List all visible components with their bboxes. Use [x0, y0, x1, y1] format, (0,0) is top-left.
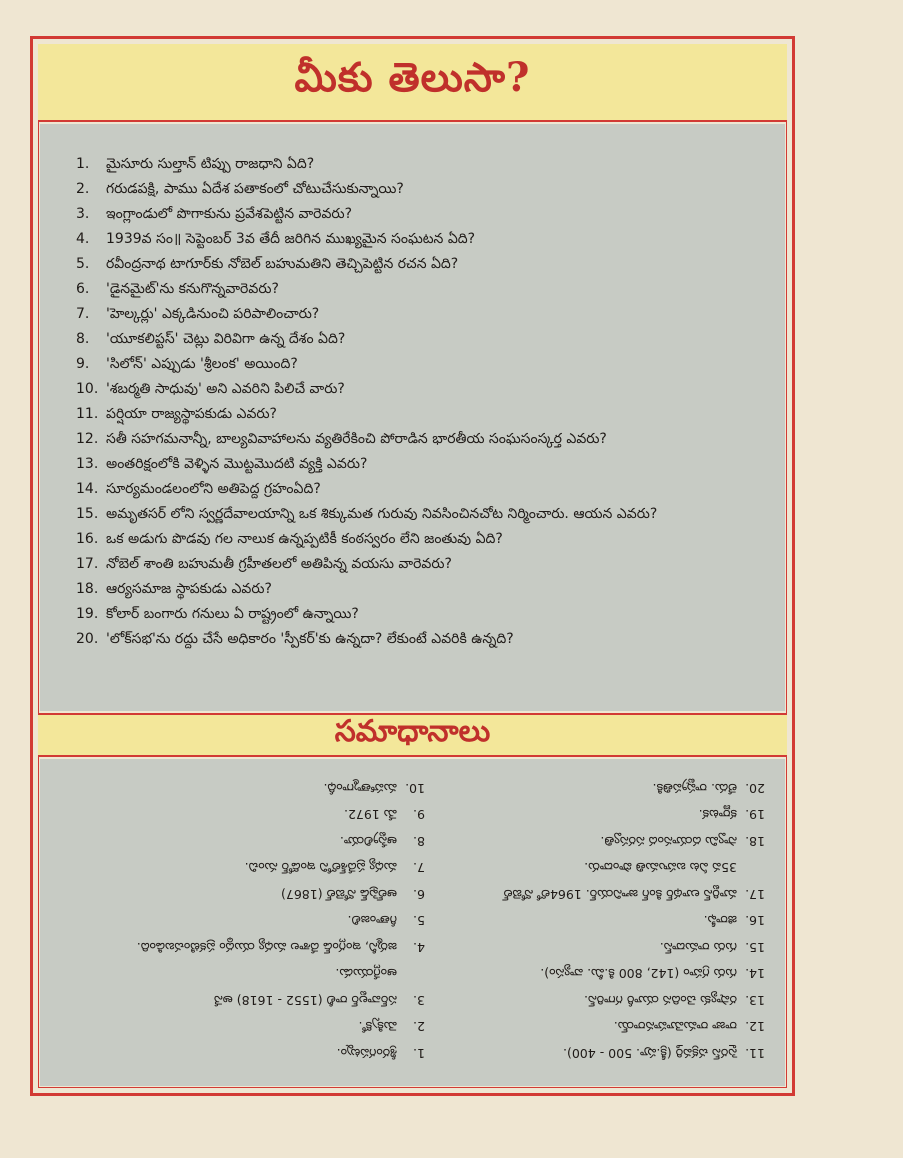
answer-number: 20.	[745, 781, 765, 796]
answer-text: గీతాంజలి.	[347, 913, 397, 929]
question-number: 19.	[76, 606, 99, 622]
answer-item	[405, 1013, 765, 1040]
answer-text: జిరాఫీ.	[703, 913, 737, 929]
answer-text: జర్మనీ, ఇంగ్లండ్ దేశాల మధ్య యుద్ధం ప్రకటించబడింది.	[136, 940, 397, 955]
question-item	[76, 302, 785, 327]
question-item	[76, 152, 785, 177]
answer-item	[405, 828, 765, 855]
question-number: 9.	[76, 356, 90, 372]
question-item	[76, 227, 785, 252]
question-item	[76, 327, 785, 352]
answer-number: 6.	[413, 887, 425, 902]
question-text: ఇంగ్లాండులో పొగాకును ప్రవేశపెట్టిన వారెవరు?	[106, 206, 352, 222]
answer-item	[65, 1013, 425, 1040]
question-item	[76, 377, 785, 402]
answer-number: 12.	[745, 1019, 765, 1035]
answer-text: రష్యాకు చెందిన యూరీ గగారిన్.	[583, 993, 737, 1008]
question-text: 'డైనమైట్'ను కనుగొన్నవారెవరు?	[106, 281, 279, 297]
question-text: 'శబర్మతి సాధువు' అని ఎవరిని పిలిచే వారు?	[106, 381, 345, 397]
question-text: ఒక అడుగు పొడవు గల నాలుక ఉన్నప్పటికీ కంఠస్వరం లేని జంతువు ఏది?	[106, 531, 503, 547]
answer-item	[65, 1040, 425, 1067]
answer-number: 9.	[413, 807, 425, 823]
question-text: సూర్యమండలంలోని అతిపెద్ద గ్రహంఏది?	[106, 481, 321, 497]
answers-column-11-20	[405, 775, 765, 1067]
question-item	[76, 277, 785, 302]
answer-number: 13.	[745, 993, 765, 1008]
question-item	[76, 252, 785, 277]
title-banner	[38, 44, 787, 122]
answer-number: 15.	[745, 940, 765, 955]
answers-title: సమాధానాలు	[334, 714, 491, 749]
answer-text: మే 1972.	[344, 807, 397, 823]
answer-text: సర్‌వాల్టర్ రాలీ (1552 - 1618) అనే	[214, 993, 397, 1008]
answer-item	[405, 801, 765, 828]
answer-number: 16.	[745, 913, 765, 929]
answer-text: గురు గ్రహం (142, 800 కి.మీ. వ్యాసం).	[540, 966, 737, 982]
answer-number: 11.	[745, 1046, 765, 1061]
answer-number: 10.	[405, 781, 425, 796]
question-text: పర్షియా రాజ్యస్థాపకుడు ఎవరు?	[106, 406, 277, 422]
question-item	[76, 627, 785, 652]
answer-item	[65, 881, 425, 908]
question-number: 3.	[76, 206, 90, 222]
answer-text: ఆంగ్లేయుడు.	[335, 966, 397, 982]
answer-item	[405, 881, 765, 908]
answer-item	[405, 907, 765, 934]
question-number: 18.	[76, 581, 99, 597]
answer-number: 3.	[413, 993, 425, 1008]
answer-text: గురు రామదాస్.	[659, 940, 737, 955]
question-text: 'సిలోన్' ఎప్పుడు 'శ్రీలంక' అయింది?	[106, 356, 298, 372]
answer-text: కర్ణాటక.	[698, 807, 737, 823]
answer-item	[405, 960, 765, 987]
question-text: కోలార్ బంగారు గనులు ఏ రాష్ట్రంలో ఉన్నాయి?	[106, 606, 359, 622]
question-item	[76, 177, 785, 202]
answer-number: 2.	[413, 1019, 425, 1035]
question-number: 4.	[76, 231, 90, 247]
answer-number: 4.	[413, 940, 425, 955]
question-number: 10.	[76, 381, 99, 397]
question-text: 'హెల్కర్లు' ఎక్కడినుంచి పరిపాలించారు?	[106, 306, 320, 322]
answer-item	[405, 987, 765, 1014]
question-item	[76, 402, 785, 427]
question-text: అమృతసర్ లోని స్వర్ణదేవాలయాన్ని ఒక శిక్కుమత గురువు నివసించినచోట నిర్మించారు. ఆయన ఎవరు?	[106, 506, 658, 522]
upside-down-answers	[40, 759, 785, 1086]
answer-text: ఆల్‌ఫ్రెడ్ నోబెల్ (1867)	[281, 887, 397, 902]
question-number: 15.	[76, 506, 99, 522]
answer-number: 5.	[413, 913, 425, 929]
question-number: 17.	[76, 556, 99, 572]
answer-number: 7.	[413, 860, 425, 876]
question-item	[76, 452, 785, 477]
question-text: అంతరిక్షంలోకి వెళ్ళిన మొట్టమొదటి వ్యక్తి ఎవరు?	[106, 456, 368, 472]
question-number: 14.	[76, 481, 99, 497]
answers-banner	[38, 713, 787, 757]
answer-text: మార్టిన్ లూథర్ కింగ్ జూనియర్. 1964లో నోబెల్	[503, 887, 737, 902]
question-text: 'యూకలిప్టస్' చెట్లు విరివిగా ఉన్న దేశం ఏది?	[106, 331, 346, 347]
answer-number: 14.	[745, 966, 765, 982]
question-item	[76, 352, 785, 377]
question-item	[76, 552, 785, 577]
answer-item	[65, 828, 425, 855]
answer-item	[65, 775, 425, 802]
question-number: 11.	[76, 406, 99, 422]
questions-panel	[40, 124, 785, 711]
answer-text: మధ్య ప్రదేశ్‌లోని ఇండోర్ నుంచి.	[244, 860, 397, 876]
question-text: నోబెల్ శాంతి బహుమతీ గ్రహీతలలో అతిపిన్న వయసు వారెవరు?	[106, 556, 452, 572]
answer-item	[405, 775, 765, 802]
answer-text: 35వ ఏట బహుమతి పొందారు.	[584, 860, 737, 876]
question-item	[76, 577, 785, 602]
question-number: 7.	[76, 306, 90, 322]
answer-text: శ్రీరంగపట్నం.	[336, 1046, 397, 1061]
question-number: 2.	[76, 181, 90, 197]
answer-text: మెక్సికో.	[358, 1019, 397, 1035]
answers-column-1-10	[65, 775, 425, 1067]
question-number: 1.	[76, 156, 90, 172]
answer-text: మహాత్మాగాంధీ.	[323, 781, 397, 796]
answer-number: 8.	[413, 834, 425, 849]
answer-item	[65, 801, 425, 828]
answer-item	[65, 854, 425, 881]
question-number: 12.	[76, 431, 99, 447]
question-number: 8.	[76, 331, 90, 347]
question-number: 5.	[76, 256, 90, 272]
answer-text: రాజా రామమోహనరాయ్.	[613, 1019, 737, 1035]
answer-text: స్వామి దయానంద సరస్వతి.	[600, 834, 737, 849]
question-text: ఆర్యసమాజ స్థాపకుడు ఎవరు?	[106, 581, 272, 597]
answer-item	[65, 934, 425, 961]
question-item	[76, 527, 785, 552]
question-item	[76, 202, 785, 227]
question-number: 20.	[76, 631, 99, 647]
question-item	[76, 477, 785, 502]
answer-text: లేదు. రాష్ట్రపతికి.	[652, 781, 737, 796]
answer-text: సైరస్ చక్రవర్తి (క్రీ.పూ. 500 - 400).	[563, 1046, 737, 1061]
answer-number: 1.	[413, 1046, 425, 1061]
answers-panel	[40, 759, 785, 1086]
question-text: మైసూరు సుల్తాన్ టిప్పు రాజధాని ఏది?	[106, 156, 315, 172]
answer-number: 19.	[745, 807, 765, 823]
answer-item	[65, 907, 425, 934]
answer-number: 17.	[745, 887, 765, 902]
question-text: 1939వ సం॥ సెప్టెంబర్ 3వ తేదీ జరిగిన ముఖ్యమైన సంఘటన ఏది?	[106, 231, 476, 247]
question-number: 6.	[76, 281, 90, 297]
question-number: 13.	[76, 456, 99, 472]
page-title: మీకు తెలుసా?	[294, 53, 531, 101]
question-list	[40, 124, 785, 652]
answer-text: ఆస్ట్రేలియా.	[339, 834, 397, 849]
question-text: సతీ సహగమనాన్నీ, బాల్యవివాహాలను వ్యతిరేకించి పోరాడిన భారతీయ సంఘసంస్కర్త ఎవరు?	[106, 431, 607, 447]
question-text: గరుడపక్షి, పాము ఏదేశ పతాకంలో చోటుచేసుకున్నాయి?	[106, 181, 404, 197]
answer-item	[65, 960, 425, 987]
answer-item	[65, 987, 425, 1014]
question-text: రవీంద్రనాథ టాగూర్‌కు నోబెల్ బహుమతిని తెచ్చిపెట్టిన రచన ఏది?	[106, 256, 459, 272]
question-item	[76, 602, 785, 627]
answer-item	[405, 934, 765, 961]
question-item	[76, 427, 785, 452]
answer-number: 18.	[745, 834, 765, 849]
question-number: 16.	[76, 531, 99, 547]
answer-item	[405, 854, 765, 881]
question-item	[76, 502, 785, 527]
question-text: 'లోక్‌సభ'ను రద్దు చేసే అధికారం 'స్పీకర్'కు ఉన్నదా? లేకుంటే ఎవరికి ఉన్నది?	[106, 631, 514, 647]
answer-item	[405, 1040, 765, 1067]
